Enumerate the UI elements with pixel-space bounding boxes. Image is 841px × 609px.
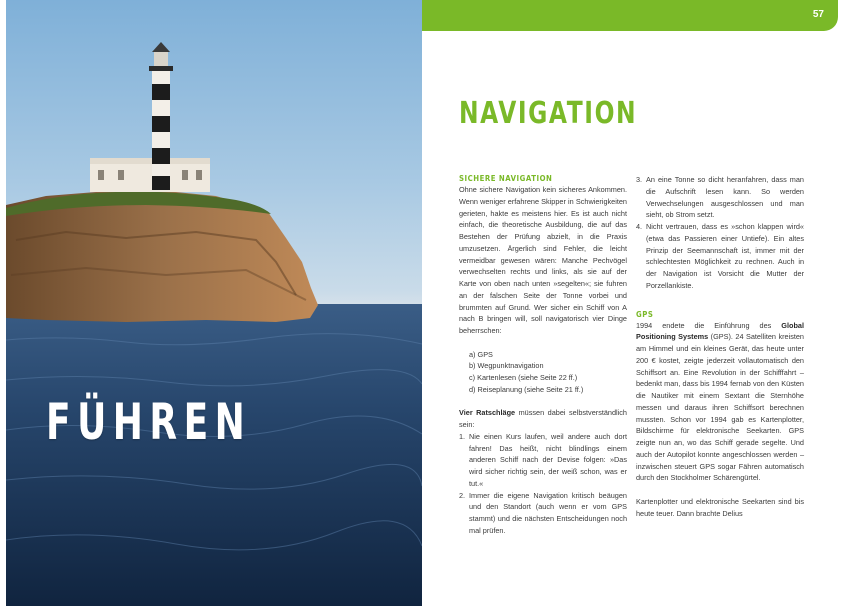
list-item: b) Wegpunktnavigation [469, 361, 544, 371]
subheading: GPS [636, 308, 654, 319]
lighthouse-photo [6, 0, 422, 606]
chapter-title: FÜHREN [46, 393, 252, 451]
body-paragraph: 1994 endete die Einführung des Global Positioning Systems (GPS). 24 Satelliten kreisten am Himmel und ein kleines Gerät, das heute unter 200 € kostet, zeigte jederzeit vollautomatisch den Schiffsort an. Eine Revolution in der Schifffahrt – bedenkt man, dass bis 1994 fernab von den Küsten die Nautiker mit einem Sextant die Sternhöhe messen und daraus ihren Schiffsort berechnen mussten. Schon vor 1994 gab es Kartenplotter, Bildschirme für elektronische Seekarten. GPS zeigte nun an, wo das Schiff gerade segelte. Und auch der Autopilot konnte angeschlossen werden – inzwischen steuert GPS sogar Fähren automatisch durch den Stockholmer Schärengürtel. [636, 320, 804, 483]
header-bar [422, 0, 838, 31]
lighthouse-illustration [6, 0, 422, 606]
subheading: SICHERE NAVIGATION [459, 173, 553, 183]
section-title: NAVIGATION [459, 96, 638, 131]
body-paragraph [459, 407, 627, 431]
text-column-left [459, 172, 627, 537]
text-column-right [636, 174, 804, 519]
list-item: 2. Immer die eigene Navigation kritisch beäugen und den Standort (auch wenn er vom GPS stammt) und die nächsten Entscheidungen noch mal prüfen. [459, 490, 627, 535]
list-item: 4. Nicht vertrauen, dass es »schon klappen wird« (etwa das Passieren einer Untiefe). Ein altes Prinzip der Seemannschaft ist, immer mit der schlechtesten Möglichkeit zu rechnen. Auch in der Navigation ist Vorsicht die Mutter der Porzellankiste. [636, 222, 804, 290]
list-item: c) Kartenlesen (siehe Seite 22 ff.) [469, 373, 578, 382]
page-number: 57 [812, 9, 824, 20]
bold-lead: Vier Ratschläge [459, 408, 516, 418]
body-paragraph: Kartenplotter und elektronische Seekarten sind bis heute teuer. Dann brachte Delius [636, 496, 804, 518]
topic-list [459, 349, 627, 396]
list-item: d) Reiseplanung (siehe Seite 21 ff.) [469, 384, 584, 394]
list-item: 1. Nie einen Kurs laufen, weil andere auch dort fahren! Das heißt, nicht blindlings einem anderen Schiff nach der Devise folgen: »Das wird sicher richtig sein, der weiß schon, was er tut.« [459, 431, 627, 488]
list-item: a) GPS [469, 349, 493, 359]
body-paragraph: Ohne sichere Navigation kein sicheres Ankommen. Wenn weniger erfahrene Skipper in Schwierigkeiten gerieten, hakte es meistens hier. Es ist auch nicht einfach, die theoretische Ausbildung, die auf das Bestehen der Prüfung abzielt, in die Praxis umzusetzen. Ärgerlich sind Fehler, die leicht vermeidbar gewesen wären: Manche Pechvögel verwechselten rechts und links, als sie auf der Karte von oben nach unten »segelten«; sie fuhren an der falschen Seite der Tonne vorbei und brummten auf Grund. Wer sicher ein Schiff von A nach B bringen will, soll navigatorisch vier Dinge beherrschen: [459, 185, 627, 335]
list-item: 3. An eine Tonne so dicht heranfahren, dass man die Aufschrift lesen kann. So werden Verwechselungen ausgeschlossen und man sieht, ob Strom setzt. [636, 175, 804, 220]
rules-list [636, 174, 804, 292]
lead-rest: müssen dabei selbstverständlich sein: [459, 408, 627, 429]
rules-list [459, 431, 627, 537]
